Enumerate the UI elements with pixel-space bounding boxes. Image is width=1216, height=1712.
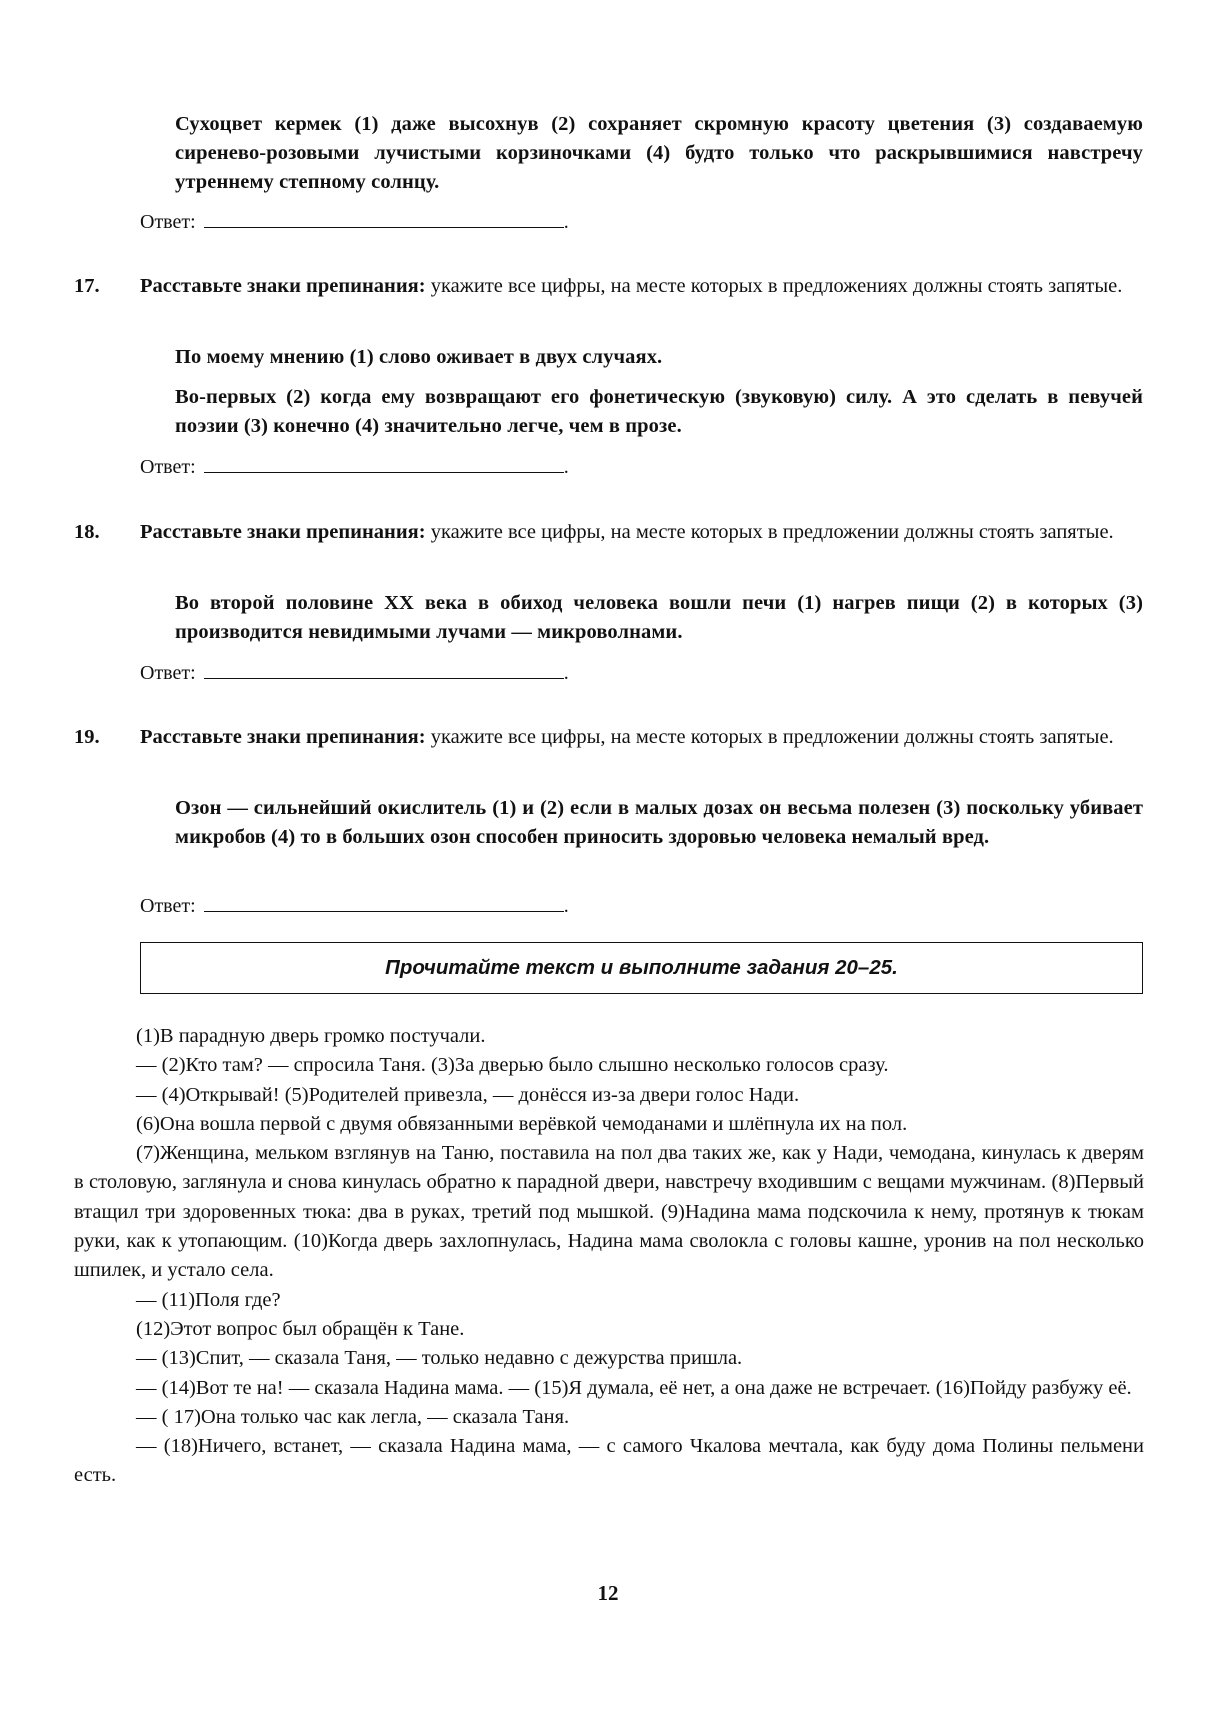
task-18: [74, 518, 1143, 547]
task-number: 17.: [74, 275, 100, 297]
answer-label: Ответ:: [140, 211, 196, 233]
answer-end: .: [563, 456, 569, 478]
text-paragraph: — (14)Вот те на! — сказала Надина мама. — (15)Я думала, её нет, а она даже не встречает. (16)Пойду разбужу её.: [136, 1376, 1132, 1399]
task-17: [74, 272, 1143, 301]
answer-blank[interactable]: [204, 452, 564, 473]
task-17-sentence-2: Во-первых (2) когда ему возвращают его фонетическую (звуковую) силу. А это сделать в певучей поэзии (3) конечно (4) значительно легче, чем в прозе.: [175, 386, 1143, 437]
task-18-sentence: Во второй половине XX века в обиход человека вошли печи (1) нагрев пищи (2) в которых (3) производится невидимыми лучами — микроволнами.: [175, 592, 1143, 643]
text-paragraph: — (4)Открывай! (5)Родителей привезла, — донёсся из-за двери голос Нади.: [136, 1083, 800, 1106]
answer-label: Ответ:: [140, 895, 196, 917]
task-19-sentence: Озон — сильнейший окислитель (1) и (2) если в малых дозах он весьма полезен (3) поскольку убивает микробов (4) то в больших озон способен приносить здоровью человека немалый вред.: [175, 797, 1143, 848]
answer-blank[interactable]: [204, 891, 564, 912]
intro-sentence: Сухоцвет кермек (1) даже высохнув (2) сохраняет скромную красоту цветения (3) создаваемую сиренево-розовыми лучистыми корзиночками (4) будто только что раскрывшимися навстречу утреннему степному солнцу.: [175, 113, 1143, 193]
answer-end: .: [563, 895, 569, 917]
text-paragraph: (1)В парадную дверь громко постучали.: [136, 1025, 486, 1047]
task-19: [74, 723, 1143, 752]
text-paragraph: (7)Женщина, мельком взглянув на Таню, поставила на пол два таких же, как у Нади, чемодана, кинулась к дверям в столовую, заглянула и снова кинулась обратно к парадной двери, навстречу входившим с вещами мужчинам. (8)Первый втащил три здоровенных тюка: два в руках, третий под мышкой. (9)Надина мама подскочила к нему, протянув к тюкам руки, как к утопающим. (10)Когда дверь захлопнулась, Надина мама сволокла с головы кашне, уронив на пол несколько шпилек, и устало села.: [74, 1142, 1144, 1282]
text-paragraph: (6)Она вошла первой с двумя обвязанными верёвкой чемоданами и шлёпнула их на пол.: [136, 1112, 908, 1135]
text-paragraph: — (11)Поля где?: [136, 1288, 281, 1311]
text-paragraph: — ( 17)Она только час как легла, — сказала Таня.: [136, 1405, 570, 1428]
answer-end: .: [563, 662, 569, 684]
answer-label: Ответ:: [140, 456, 196, 478]
task-instruction: укажите все цифры, на месте которых в предложении должны стоять запятые.: [430, 521, 1114, 543]
task-17-sentence-1: По моему мнению (1) слово оживает в двух случаях.: [175, 346, 663, 368]
text-paragraph: — (13)Спит, — сказала Таня, — только недавно с дежурства пришла.: [136, 1347, 743, 1370]
text-paragraph: (12)Этот вопрос был обращён к Тане.: [136, 1317, 465, 1340]
answer-label: Ответ:: [140, 662, 196, 684]
answer-blank[interactable]: [204, 207, 564, 228]
text-paragraph: — (18)Ничего, встанет, — сказала Надина мама, — с самого Чкалова мечтала, как буду дома Полины пельмени есть.: [74, 1435, 1144, 1487]
answer-line-17: [140, 452, 569, 481]
page-number: 12: [597, 1581, 619, 1605]
task-number: 18.: [74, 521, 100, 543]
answer-blank[interactable]: [204, 658, 564, 679]
reading-task-heading: Прочитайте текст и выполните задания 20–25.: [140, 942, 1143, 994]
text-paragraph: — (2)Кто там? — спросила Таня. (3)За дверью было слышно несколько голосов сразу.: [136, 1054, 889, 1077]
task-number: 19.: [74, 726, 100, 748]
task-lead: Расставьте знаки препинания:: [140, 521, 426, 543]
task-lead: Расставьте знаки препинания:: [140, 726, 426, 748]
answer-end: .: [563, 211, 569, 233]
answer-line-16: [140, 207, 569, 236]
task-lead: Расставьте знаки препинания:: [140, 275, 426, 297]
task-instruction: укажите все цифры, на месте которых в предложении должны стоять запятые.: [430, 726, 1114, 748]
task-instruction: укажите все цифры, на месте которых в предложениях должны стоять запятые.: [430, 275, 1123, 297]
answer-line-18: [140, 658, 569, 687]
reading-text: [74, 1022, 1144, 1491]
answer-line-19: [140, 891, 569, 920]
